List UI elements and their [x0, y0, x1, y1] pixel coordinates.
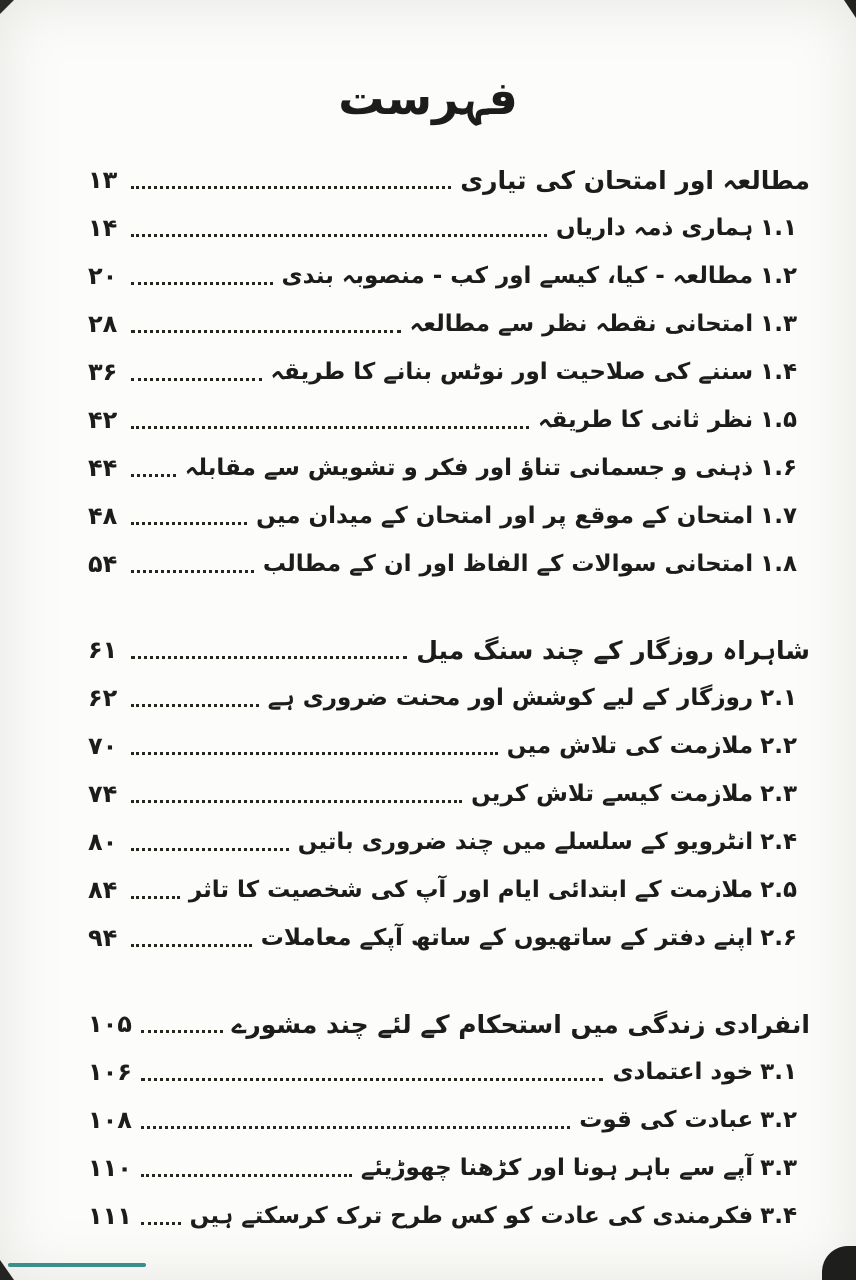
- entry-text: [471, 781, 797, 807]
- scan-corner-mark-bottom-right: [822, 1246, 856, 1280]
- entry-text: [190, 1203, 797, 1229]
- scan-edge-line: [8, 1263, 146, 1267]
- dot-leader: [131, 426, 529, 429]
- entry-number: ۱.۷: [760, 503, 797, 529]
- entry-number: ۱.۶: [760, 455, 797, 481]
- entry-text: [298, 829, 797, 855]
- entry-number: ۱.۵: [760, 407, 797, 433]
- entry-text: [256, 503, 797, 529]
- toc-entry-row: [88, 674, 810, 722]
- toc-entry-row: [88, 1192, 810, 1240]
- page-number: ۱۱۰: [88, 1154, 132, 1182]
- page-number: ۷۰: [88, 732, 118, 760]
- entry-label: روزگار کے لیے کوشش اور محنت ضروری ہے: [267, 685, 754, 711]
- toc-entry-row: [88, 818, 810, 866]
- page-number: ۹۴: [88, 924, 118, 952]
- page-number: ۱۳: [88, 166, 118, 194]
- entry-label: امتحانی نقطہ نظر سے مطالعہ: [409, 311, 754, 337]
- page-number: ۱۴: [88, 214, 118, 242]
- entry-text: [507, 733, 797, 759]
- entry-number: ۱.۳: [760, 311, 797, 337]
- entry-number: ۱.۸: [760, 551, 797, 577]
- entry-label: ذہنی و جسمانی تناؤ اور فکر و تشویش سے مقابلہ: [184, 455, 754, 481]
- entry-text: [612, 1059, 797, 1085]
- page-number: ۸۰: [88, 828, 118, 856]
- entry-number: ۲.۱: [760, 685, 797, 711]
- entry-number: ۲.۴: [760, 829, 797, 855]
- dot-leader: [131, 896, 180, 899]
- toc-entry-row: [88, 492, 810, 540]
- entry-number: ۲.۲: [760, 733, 797, 759]
- scan-corner-mark-bottom-left: [0, 1260, 14, 1280]
- scan-corner-mark-top-left: [0, 0, 14, 14]
- entry-label: عبادت کی قوت: [579, 1107, 754, 1133]
- toc-heading-row: [88, 1000, 810, 1048]
- entry-text: [579, 1107, 797, 1133]
- dot-leader: [131, 704, 259, 707]
- dot-leader: [131, 378, 262, 381]
- entry-text: [261, 925, 797, 951]
- entry-label: نظر ثانی کا طریقہ: [537, 407, 754, 433]
- dot-leader: [141, 1126, 570, 1129]
- entry-number: ۳.۳: [760, 1155, 797, 1181]
- entry-text: [271, 359, 797, 385]
- table-of-contents: [88, 156, 810, 1240]
- dot-leader: [141, 1078, 603, 1081]
- entry-text: [282, 263, 798, 289]
- chapter-heading-label: شاہراہ روزگار کے چند سنگ میل: [416, 635, 810, 665]
- toc-heading-row: [88, 156, 810, 204]
- entry-number: ۱.۲: [760, 263, 797, 289]
- entry-text: [361, 1155, 797, 1181]
- dot-leader: [131, 800, 462, 803]
- entry-number: ۳.۴: [760, 1203, 797, 1229]
- page-number: ۷۴: [88, 780, 118, 808]
- page-number: ۱۰۸: [88, 1106, 132, 1134]
- page-number: ۱۰۵: [88, 1010, 132, 1038]
- page-title: فہرست: [338, 70, 518, 125]
- page-number: ۲۰: [88, 262, 118, 290]
- chapter-heading-label: مطالعہ اور امتحان کی تیاری: [460, 165, 810, 195]
- dot-leader: [131, 186, 451, 189]
- entry-text: [189, 877, 797, 903]
- entry-text: [263, 551, 797, 577]
- dot-leader: [131, 752, 498, 755]
- dot-leader: [131, 944, 252, 947]
- toc-entry-row: [88, 204, 810, 252]
- toc-entry-row: [88, 444, 810, 492]
- scan-corner-mark-top-right: [844, 0, 856, 18]
- dot-leader: [131, 570, 254, 573]
- entry-label: ملازمت کیسے تلاش کریں: [471, 781, 754, 807]
- entry-label: فکرمندی کی عادت کو کس طرح ترک کرسکتے ہیں: [189, 1203, 754, 1229]
- entry-number: ۲.۶: [760, 925, 797, 951]
- page-number: ۴۴: [88, 454, 118, 482]
- dot-leader: [131, 522, 247, 525]
- page-number: ۱۰۶: [88, 1058, 132, 1086]
- dot-leader: [131, 282, 273, 285]
- entry-number: ۱.۱: [760, 215, 797, 241]
- toc-heading-row: [88, 626, 810, 674]
- entry-number: ۱.۴: [760, 359, 797, 385]
- toc-entry-row: [88, 348, 810, 396]
- page-number: ۱۱۱: [88, 1202, 132, 1230]
- entry-number: ۲.۵: [760, 877, 797, 903]
- toc-entry-row: [88, 914, 810, 962]
- toc-entry-row: [88, 300, 810, 348]
- dot-leader: [131, 330, 401, 333]
- dot-leader: [141, 1174, 352, 1177]
- toc-entry-row: [88, 252, 810, 300]
- toc-entry-row: [88, 1048, 810, 1096]
- dot-leader: [141, 1222, 181, 1225]
- entry-text: [185, 455, 797, 481]
- page-number: ۲۸: [88, 310, 118, 338]
- toc-entry-row: [88, 540, 810, 588]
- entry-text: [268, 685, 797, 711]
- entry-label: خود اعتمادی: [612, 1059, 754, 1085]
- page-number: ۶۲: [88, 684, 118, 712]
- entry-label: امتحانی سوالات کے الفاظ اور ان کے مطالب: [262, 551, 754, 577]
- toc-entry-row: [88, 770, 810, 818]
- page-number: ۴۲: [88, 406, 118, 434]
- page-number: ۵۴: [88, 550, 118, 578]
- entry-label: سننے کی صلاحیت اور نوٹس بنانے کا طریقہ: [270, 359, 754, 385]
- dot-leader: [141, 1030, 223, 1033]
- dot-leader: [131, 656, 407, 659]
- toc-entry-row: [88, 866, 810, 914]
- page-number: ۴۸: [88, 502, 118, 530]
- entry-label: ملازمت کی تلاش میں: [506, 733, 754, 759]
- toc-entry-row: [88, 396, 810, 444]
- toc-entry-row: [88, 722, 810, 770]
- chapter-heading-label: انفرادی زندگی میں استحکام کے لئے چند مشورے: [231, 1009, 810, 1039]
- page-number: ۸۴: [88, 876, 118, 904]
- toc-entry-row: [88, 1144, 810, 1192]
- entry-number: ۳.۲: [760, 1107, 797, 1133]
- entry-label: امتحان کے موقع پر اور امتحان کے میدان میں: [256, 503, 754, 529]
- entry-label: ملازمت کے ابتدائی ایام اور آپ کی شخصیت کا تاثر: [188, 877, 754, 903]
- dot-leader: [131, 848, 289, 851]
- entry-label: آپے سے باہر ہونا اور کڑھنا چھوڑیئے: [360, 1155, 754, 1181]
- entry-label: انٹرویو کے سلسلے میں چند ضروری باتیں: [297, 829, 754, 855]
- entry-number: ۳.۱: [760, 1059, 797, 1085]
- dot-leader: [131, 234, 547, 237]
- page-number: ۳۶: [88, 358, 118, 386]
- entry-text: [410, 311, 797, 337]
- entry-text: [538, 407, 797, 433]
- entry-label: مطالعہ - کیا، کیسے اور کب - منصوبہ بندی: [281, 263, 754, 289]
- entry-label: اپنے دفتر کے ساتھیوں کے ساتھ آپکے معاملات: [260, 925, 754, 951]
- page-number: ۶۱: [88, 636, 118, 664]
- dot-leader: [131, 474, 176, 477]
- entry-label: ہماری ذمہ داریاں: [555, 215, 754, 241]
- entry-number: ۲.۳: [760, 781, 797, 807]
- entry-text: [556, 215, 797, 241]
- toc-entry-row: [88, 1096, 810, 1144]
